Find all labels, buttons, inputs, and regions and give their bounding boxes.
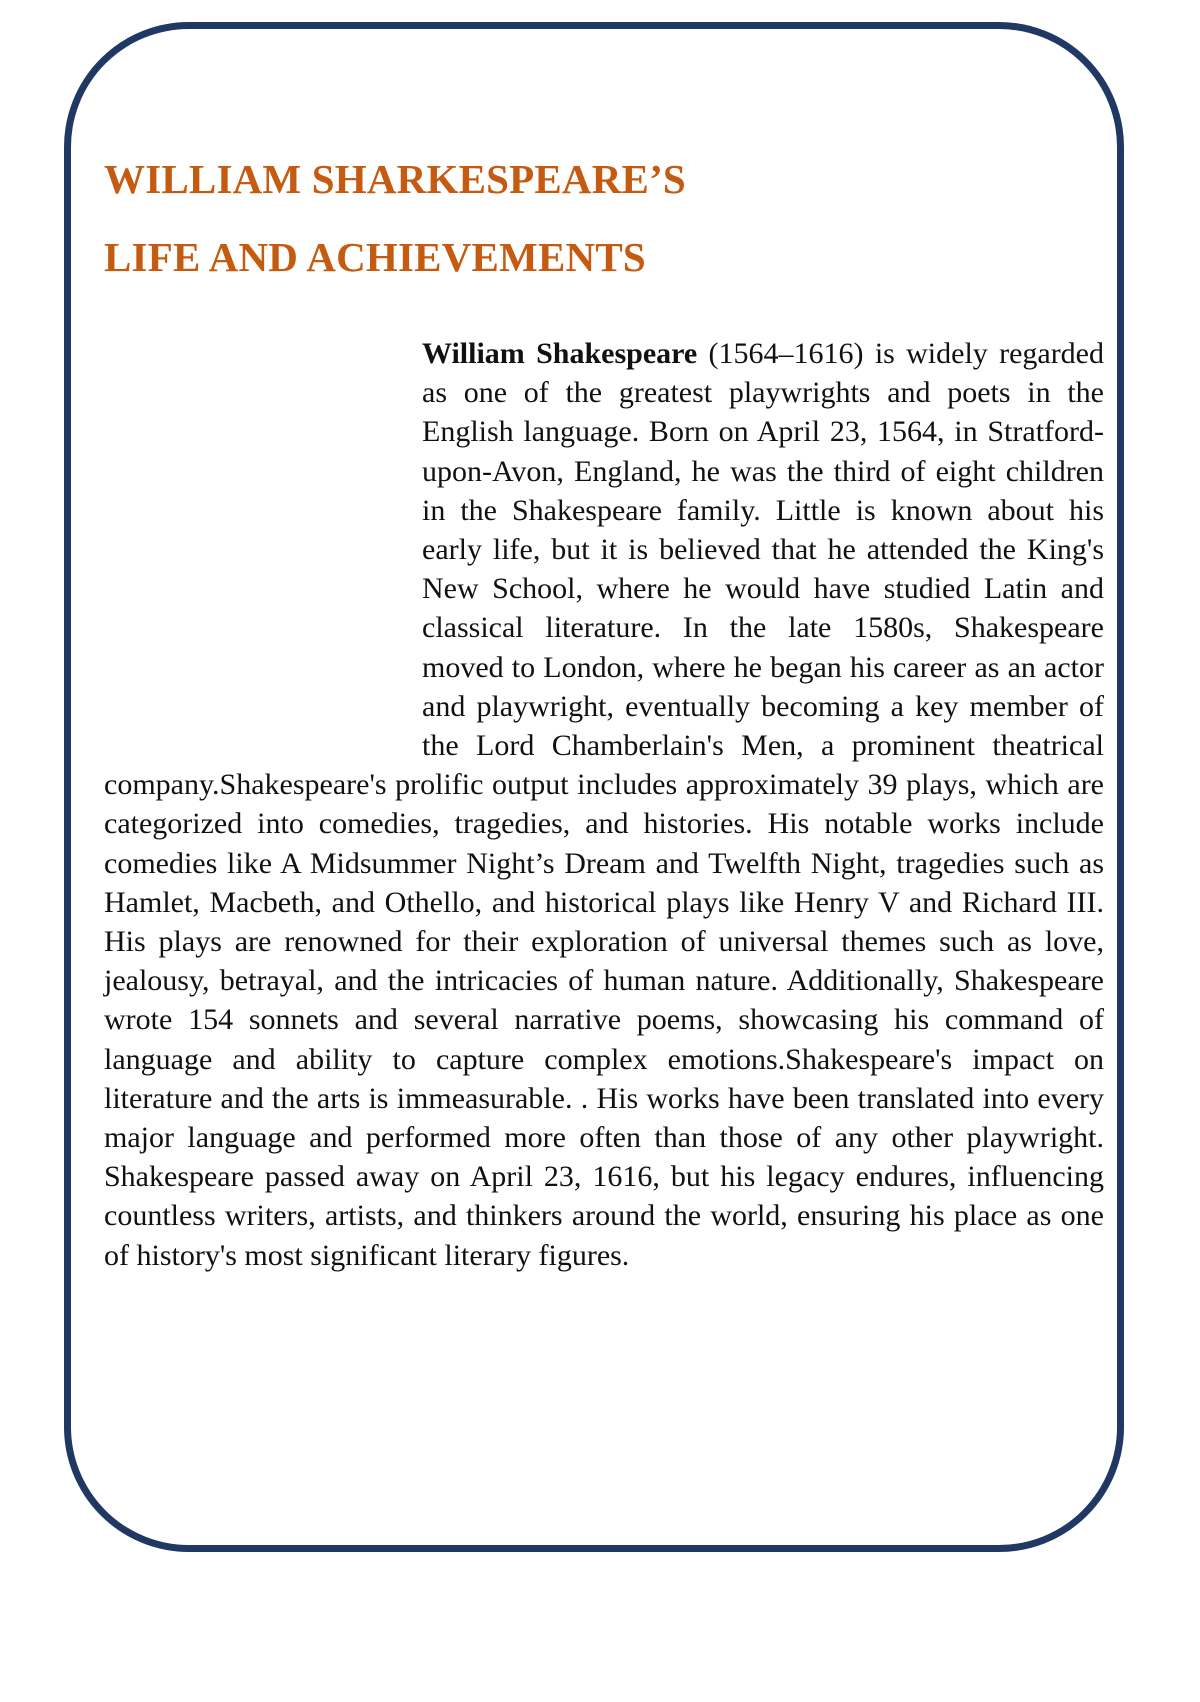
document-content	[104, 140, 1104, 1275]
biography-text: (1564–1616) is widely regarded as one of the greatest playwrights and poets in the English language. Born on April 23, 1564, in Stratford-upon-Avon, England, he was the third of eight children in the Shakespeare family. Little is known about his early life, but it is believed that he attended the King's New School, where he would have studied Latin and classical literature. In the late 1580s, Shakespeare moved to London, where he began his career as an actor and playwright, eventually becoming a key member of the Lord Chamberlain's Men, a prominent theatrical company.Shakespeare's prolific output includes approximately 39 plays, which are categorized into comedies, tragedies, and histories. His notable works include comedies like A Midsummer Night’s Dream and Twelfth Night, tragedies such as Hamlet, Macbeth, and Othello, and historical plays like Henry V and Richard III. His plays are renowned for their exploration of universal themes such as love, jealousy, betrayal, and the intricacies of human nature. Additionally, Shakespeare wrote 154 sonnets and several narrative poems, showcasing his command of language and ability to capture complex emotions.Shakespeare's impact on literature and the arts is immeasurable. . His works have been translated into every major language and performed more often than those of any other playwright. Shakespeare passed away on April 23, 1616, but his legacy endures, influencing countless writers, artists, and thinkers around the world, ensuring his place as one of history's most significant literary figures.	[104, 337, 1105, 1272]
image-placeholder-space	[104, 334, 422, 764]
lead-name: William Shakespeare	[422, 337, 698, 370]
title-line-1: WILLIAM SHARKESPEARE’S	[104, 156, 686, 202]
title-line-2: LIFE AND ACHIEVEMENTS	[104, 234, 646, 280]
biography-paragraph	[104, 334, 1104, 1275]
